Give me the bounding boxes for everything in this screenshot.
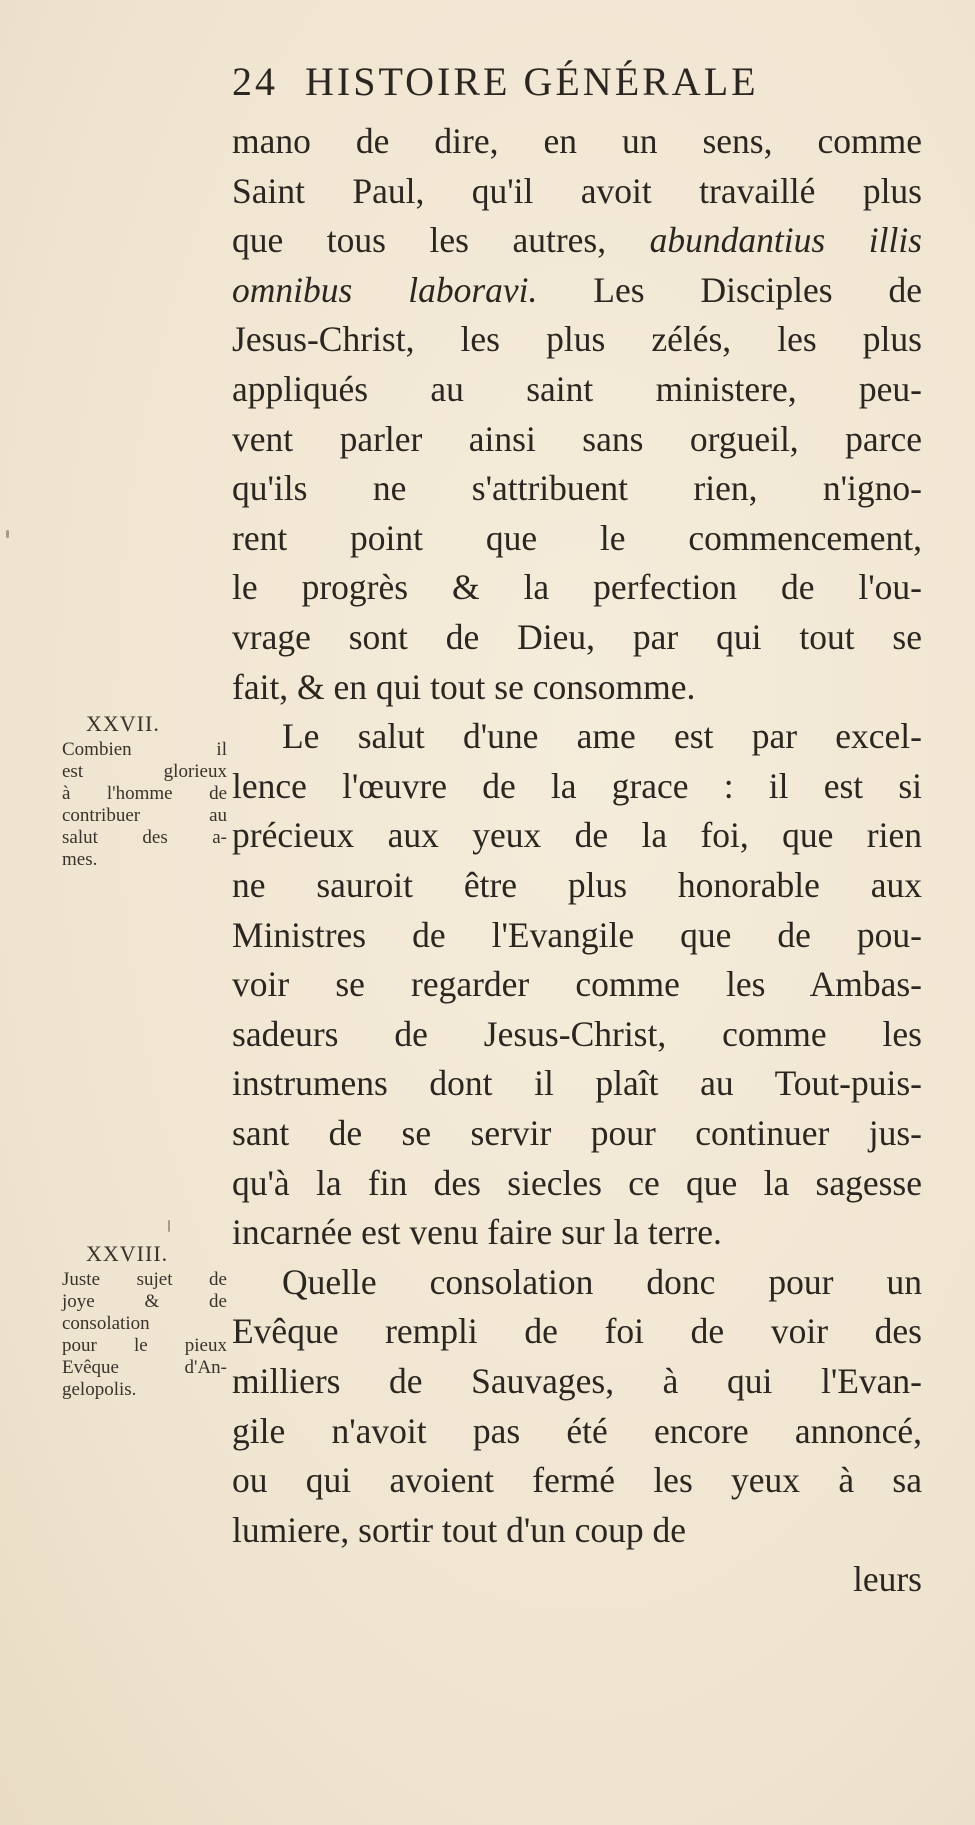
text-line [232,910,922,960]
text-line [232,1058,922,1108]
text-segment: instrumens dont il plaît au Tout-puis- [232,1063,922,1104]
text-line [232,265,922,315]
paper-speck [6,530,9,538]
text-line [232,1009,922,1059]
text-line [232,215,922,265]
text-segment: Le salut d'une ame est par excel- [282,716,922,757]
text-line [232,711,922,761]
text-segment: qu'ils ne s'attribuent rien, n'igno- [232,468,922,509]
latin-quote: abundantius illis [649,220,922,261]
text-segment: vent parler ainsi sans orgueil, parce [232,418,922,459]
text-line [232,860,922,910]
text-line [232,1108,922,1158]
text-line [232,959,922,1009]
text-segment: sadeurs de Jesus-Christ, comme les [232,1013,922,1054]
text-segment: mano de dire, en un sens, comme [232,121,922,161]
latin-quote: omnibus laboravi. [232,269,538,310]
text-line [232,1257,922,1307]
text-segment: fait, & en qui tout se consomme. [232,666,696,707]
text-line [232,314,922,364]
page-header [232,58,932,110]
text-line [232,1306,922,1356]
text-segment: Jesus-Christ, les plus zélés, les plus [232,319,922,360]
margin-note-line: est glorieux [62,761,227,782]
text-line [232,364,922,414]
text-segment: leurs [852,1559,922,1600]
running-title: HISTOIRE GÉNÉRALE [305,59,759,104]
text-line [232,166,922,216]
text-segment: Saint Paul, qu'il avoit travaillé plus [232,170,922,211]
text-line [232,1158,922,1208]
text-segment: précieux aux yeux de la foi, que rien [232,815,922,856]
margin-note-line: consolation [62,1313,150,1334]
text-segment: ne sauroit être plus honorable aux [232,865,922,905]
text-segment: gile n'avoit pas été encore annoncé, [232,1410,922,1451]
margin-note-line: salut des a- [62,827,227,848]
text-line [232,463,922,513]
text-segment: milliers de Sauvages, à qui l'Evan- [232,1361,922,1401]
text-segment: sant de se servir pour continuer jus- [232,1113,922,1153]
text-line [232,1207,922,1257]
text-line [232,761,922,811]
text-line [232,1554,922,1604]
text-line [232,116,922,166]
page-number: 24 [232,59,278,104]
text-line [232,414,922,464]
text-line [232,1356,922,1406]
margin-note-line: contribuer au [62,805,227,826]
text-line [232,562,922,612]
text-line [232,1505,922,1555]
margin-note-line: mes. [62,849,98,870]
text-segment: incarnée est venu faire sur la terre. [232,1212,722,1253]
margin-note-line: Evêque d'An- [62,1357,227,1378]
paper-speck [168,1220,170,1232]
margin-note-line: pour le pieux [62,1335,227,1356]
text-segment: Ministres de l'Evangile que de pou- [232,914,922,955]
text-segment: lence l'œuvre de la grace : il est si [232,765,922,806]
margin-note-line: à l'homme de [62,783,227,804]
margin-note-line: gelopolis. [62,1379,137,1400]
margin-note-number: XXVII. [86,711,160,736]
text-segment: que tous les autres, [232,220,650,261]
text-segment: Quelle consolation donc pour un [282,1261,922,1302]
text-line [232,810,922,860]
text-segment: vrage sont de Dieu, par qui tout se [232,617,922,657]
text-segment: Les Disciples de [537,269,922,310]
text-line [232,513,922,563]
text-segment: rent point que le commencement, [232,517,922,558]
text-segment: Evêque rempli de foi de voir des [232,1311,922,1352]
margin-note-line: Combien il [62,739,227,760]
text-line [232,1455,922,1505]
text-line [232,1406,922,1456]
margin-note-line: joye & de [62,1291,227,1312]
text-segment: lumiere, sortir tout d'un coup de [232,1509,686,1550]
text-segment: le progrès & la perfection de l'ou- [232,567,922,608]
text-segment: qu'à la fin des siecles ce que la sagesse [232,1162,922,1203]
margin-note-number: XXVIII. [86,1241,169,1266]
text-segment: voir se regarder comme les Ambas- [232,964,922,1005]
text-line [232,612,922,662]
text-segment: ou qui avoient fermé les yeux à sa [232,1460,922,1501]
margin-note-line: Juste sujet de [62,1269,227,1290]
text-segment: appliqués au saint ministere, peu- [232,369,922,409]
text-line [232,662,922,712]
